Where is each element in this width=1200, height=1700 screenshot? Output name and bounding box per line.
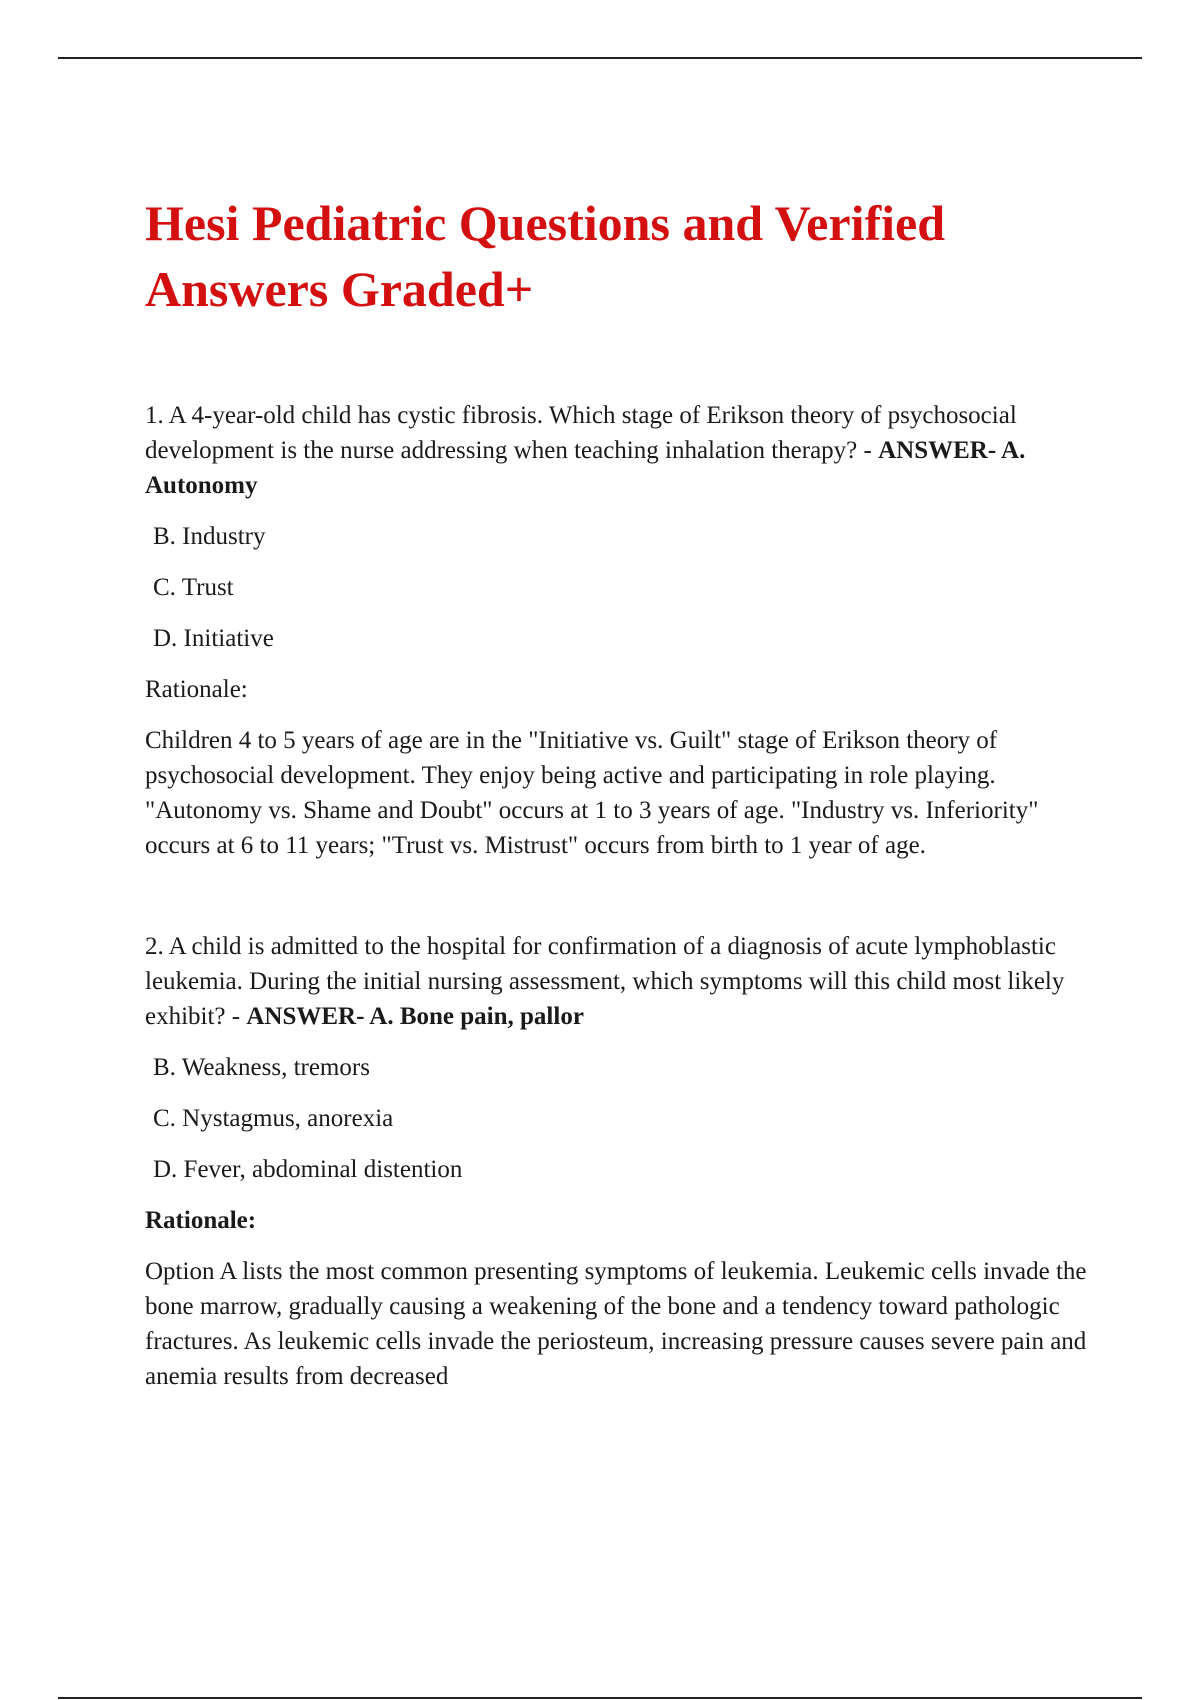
- title-line-1: Hesi Pediatric Questions and Verified: [145, 195, 945, 251]
- answer-text: ANSWER- A. Autonomy: [145, 437, 1026, 499]
- bottom-divider: [58, 1697, 1142, 1699]
- option-d: D. Initiative: [153, 625, 274, 652]
- top-divider: [58, 57, 1142, 59]
- question-text: [145, 398, 1095, 503]
- rationale-text: Children 4 to 5 years of age are in the "Initiative vs. Guilt" stage of Erikson theory of psychosocial development. They enjoy being active and participating in role playing. "Autonomy vs. Shame and Doubt" occurs at 1 to 3 years of age. "Industry vs. Inferiority" occurs at 6 to 11 years; "Trust vs. Mistrust" occurs from birth to 1 year of age.: [145, 727, 1039, 859]
- question-2: [145, 929, 1095, 1394]
- question-text: [145, 929, 1095, 1034]
- document-title: [145, 190, 1095, 322]
- rationale-text: Option A lists the most common presenting symptoms of leukemia. Leukemic cells invade the bone marrow, gradually causing a weakening of the bone and a tendency toward pathologic fractures. As leukemic cells invade the periosteum, increasing pressure causes severe pain and anemia results from decreased: [145, 1258, 1087, 1390]
- document-body: [145, 190, 1095, 1394]
- question-stem: 1. A 4-year-old child has cystic fibrosis. Which stage of Erikson theory of psychosocial development is the nurse addressing when teaching inhalation therapy? -: [145, 402, 1017, 464]
- option-c: C. Trust: [153, 574, 234, 601]
- title-line-2: Answers Graded+: [145, 261, 534, 317]
- option-b: B. Industry: [153, 523, 266, 550]
- rationale-label: Rationale:: [145, 1207, 257, 1234]
- option-d: D. Fever, abdominal distention: [153, 1156, 463, 1183]
- option-b: B. Weakness, tremors: [153, 1054, 370, 1081]
- question-stem: 2. A child is admitted to the hospital for confirmation of a diagnosis of acute lymphoblastic leukemia. During the initial nursing assessment, which symptoms will this child most likely exhibit? -: [145, 933, 1065, 1030]
- question-1: [145, 398, 1095, 863]
- answer-text: ANSWER- A. Bone pain, pallor: [246, 1003, 584, 1030]
- option-c: C. Nystagmus, anorexia: [153, 1105, 394, 1132]
- rationale-label: Rationale:: [145, 676, 248, 703]
